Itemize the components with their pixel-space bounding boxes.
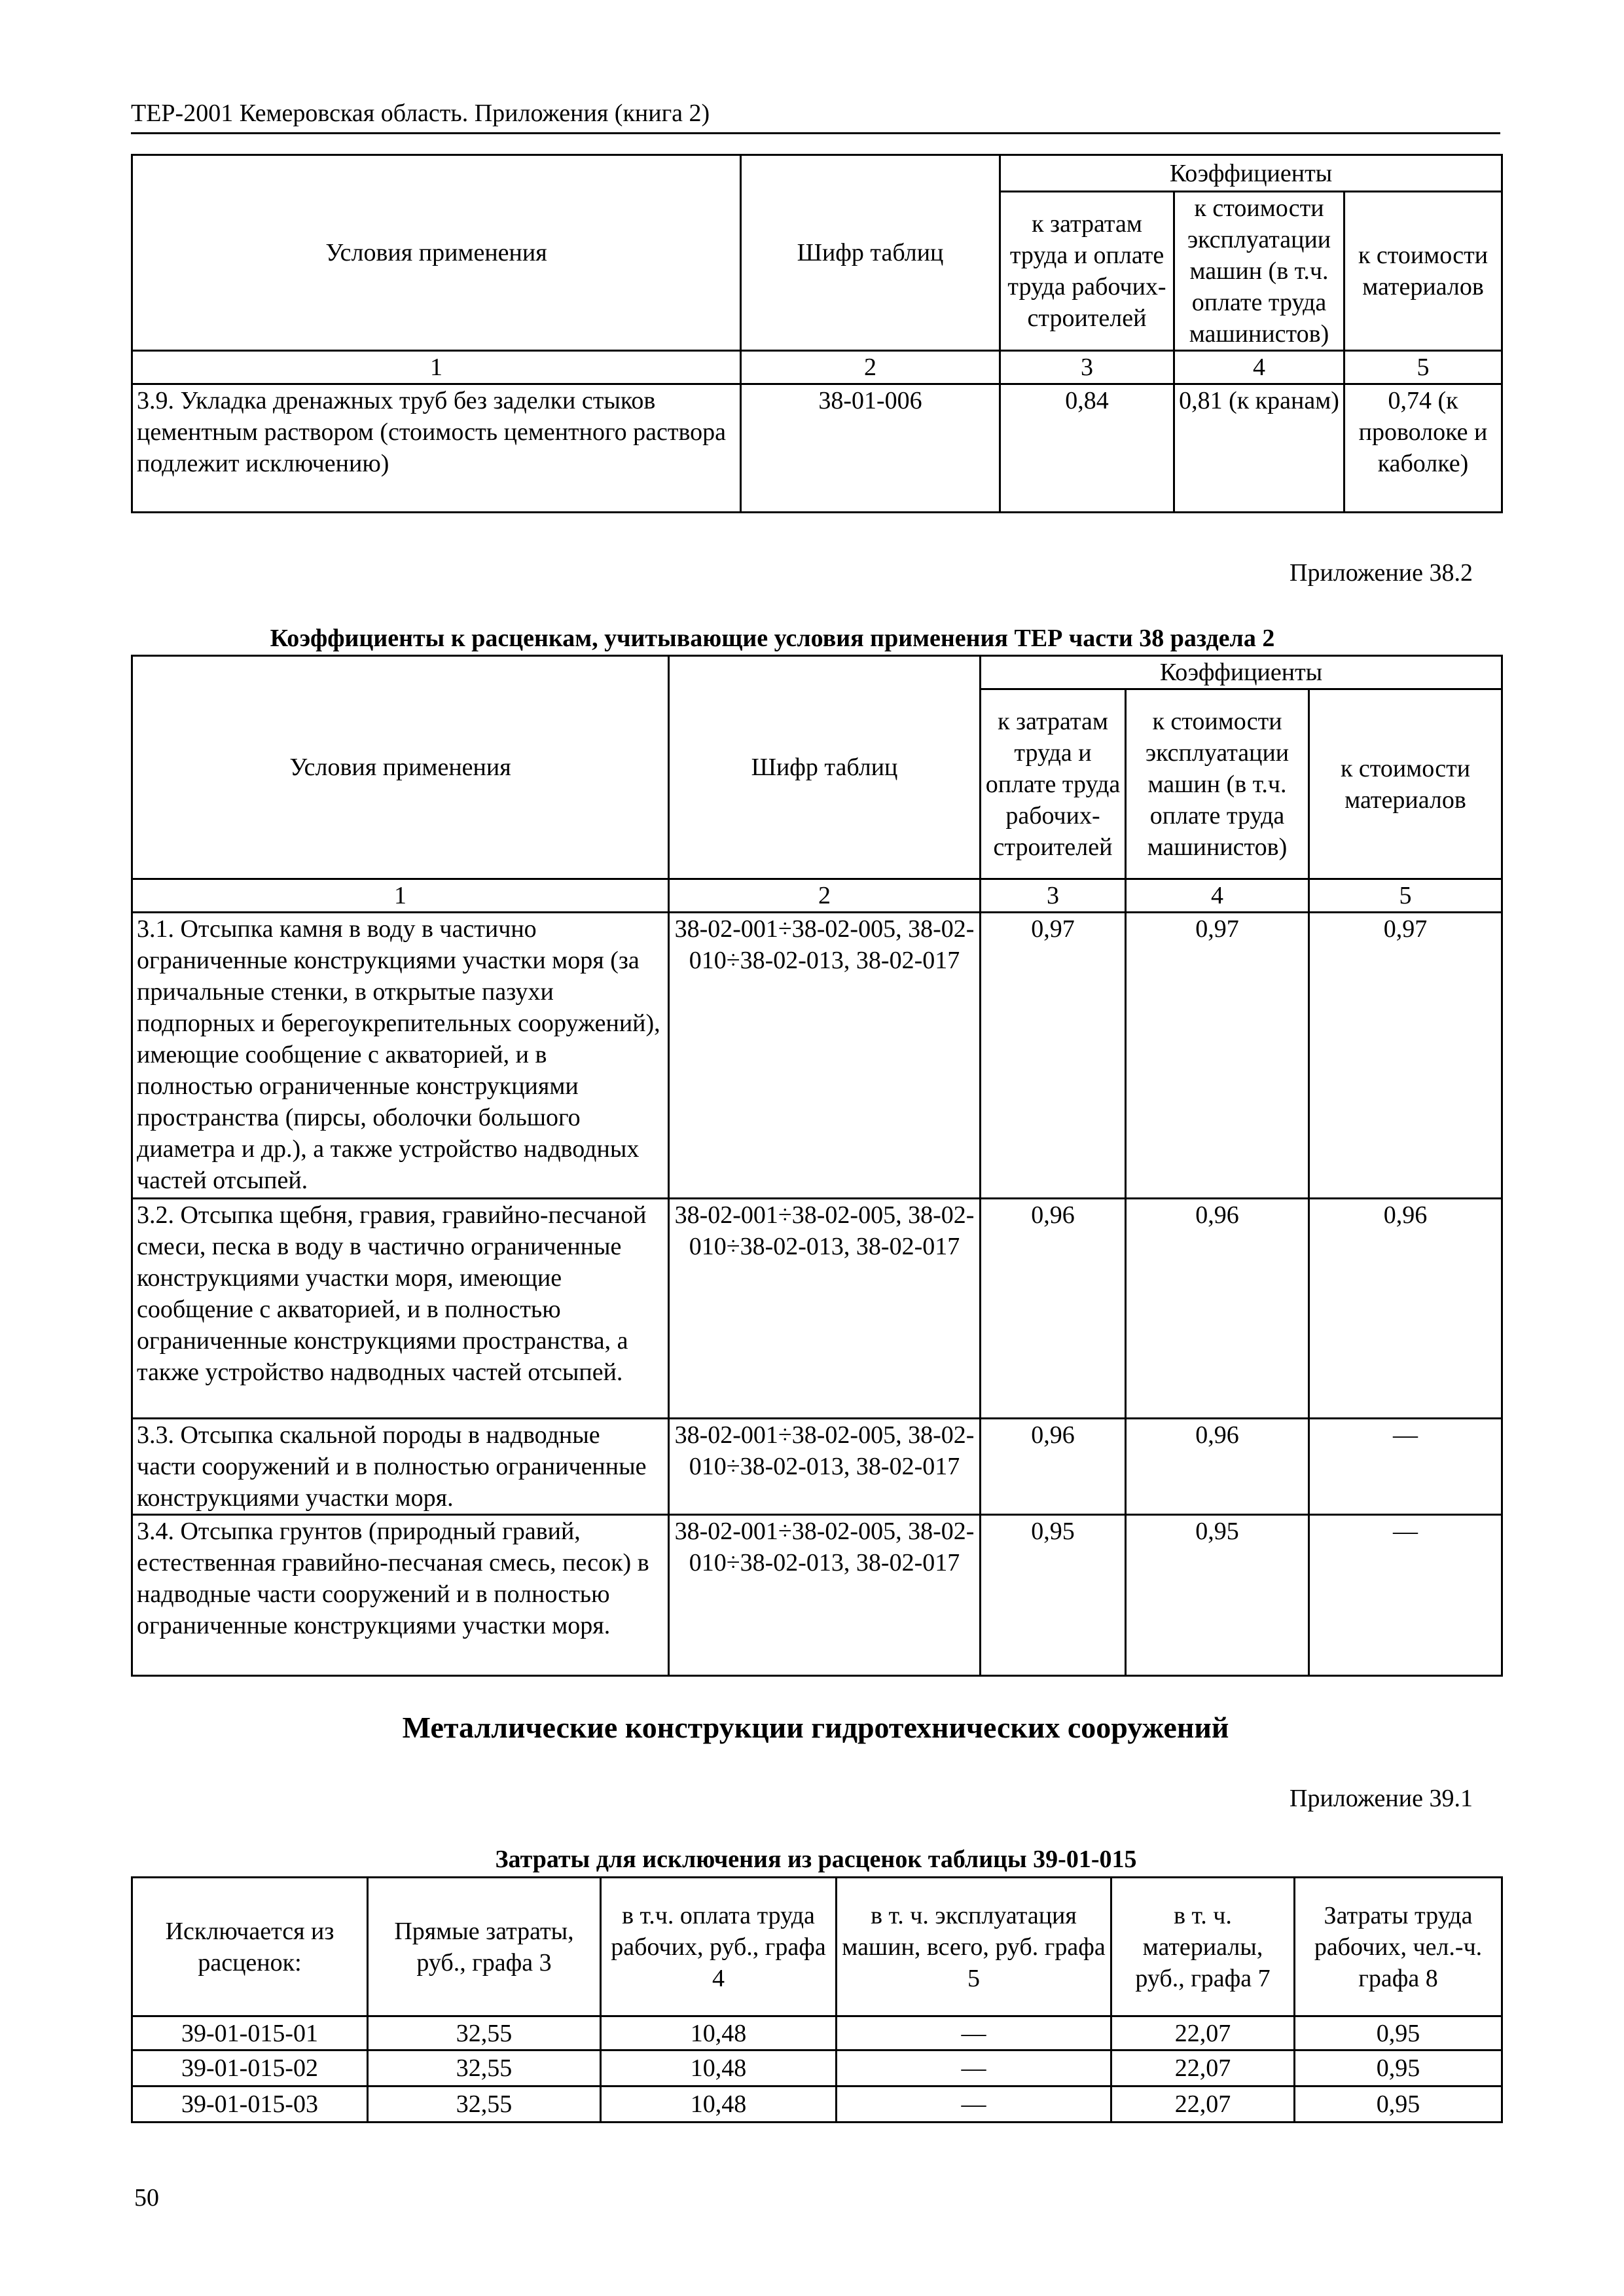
table-row: [132, 2016, 1502, 2050]
code-cell: 38-02-001÷38-02-005, 38-02-010÷38-02-013, 38-02-017: [669, 1199, 981, 1419]
col-number: 4: [1174, 351, 1344, 384]
col-excluded-header: Исключается из расценок:: [132, 1878, 368, 2016]
column-number-row: [132, 351, 1502, 384]
table-row: [132, 1515, 1502, 1676]
col-materials-header: к стоимости материалов: [1309, 689, 1502, 879]
col-labor-header: Затраты труда рабочих, чел.-ч. графа 8: [1295, 1878, 1502, 2016]
table-2: [131, 655, 1503, 1677]
materials-cell: 22,07: [1111, 2086, 1295, 2123]
col-number: 5: [1309, 879, 1502, 913]
page-number: 50: [134, 2184, 159, 2212]
table-2-title: Коэффициенты к расценкам, учитывающие условия применения ТЕР части 38 раздела 2: [270, 625, 1275, 652]
machines-cell: 0,81 (к кранам): [1174, 384, 1344, 513]
col-labor-header: к затратам труда и оплате труда рабочих-строителей: [1000, 192, 1174, 351]
code-cell: 39-01-015-01: [132, 2016, 368, 2050]
col-labor-header: к затратам труда и оплате труда рабочих-строителей: [981, 689, 1126, 879]
labor-cell: 0,95: [1295, 2086, 1502, 2123]
code-cell: 38-02-001÷38-02-005, 38-02-010÷38-02-013, 38-02-017: [669, 1515, 981, 1676]
section-title: Металлические конструкции гидротехнических сооружений: [402, 1711, 1229, 1744]
code-cell: 38-01-006: [741, 384, 1000, 513]
col-coeff-header: Коэффициенты: [981, 656, 1502, 689]
col-materials-header: к стоимости материалов: [1344, 192, 1502, 351]
code-cell: 39-01-015-02: [132, 2050, 368, 2086]
col-machines-header: к стоимости эксплуатации машин (в т.ч. оплате труда машинистов): [1174, 192, 1344, 351]
wages-cell: 10,48: [601, 2050, 837, 2086]
condition-cell: 3.3. Отсыпка скальной породы в надводные части сооружений и в полностью ограниченные конструкциями участки моря.: [132, 1419, 669, 1515]
table-row: [132, 2086, 1502, 2123]
labor-cell: 0,95: [981, 1515, 1126, 1676]
col-coeff-header: Коэффициенты: [1000, 155, 1502, 192]
condition-cell: 3.1. Отсыпка камня в воду в частично ограниченные конструкциями участки моря (за причальные стенки, в открытые пазухи подпорных и берегоукрепительных сооружений), имеющие сообщение с акваторией, и в полностью ограниченные конструкциями пространства (пирсы, оболочки большого диаметра и др.), а также устройство надводных частей отсыпей.: [132, 913, 669, 1199]
col-number: 3: [1000, 351, 1174, 384]
labor-cell: 0,95: [1295, 2016, 1502, 2050]
machines-cell: 0,95: [1126, 1515, 1309, 1676]
column-number-row: [132, 879, 1502, 913]
machines-cell: —: [837, 2016, 1111, 2050]
table-row: [132, 1419, 1502, 1515]
labor-cell: 0,84: [1000, 384, 1174, 513]
col-materials-header: в т. ч. материалы, руб., графа 7: [1111, 1878, 1295, 2016]
table-3: [131, 1876, 1503, 2123]
materials-cell: 0,74 (к проволоке и каболке): [1344, 384, 1502, 513]
labor-cell: 0,96: [981, 1199, 1126, 1419]
code-cell: 38-02-001÷38-02-005, 38-02-010÷38-02-013, 38-02-017: [669, 913, 981, 1199]
condition-cell: 3.4. Отсыпка грунтов (природный гравий, естественная гравийно-песчаная смесь, песок) в надводные части сооружений и в полностью ограниченные конструкциями участки моря.: [132, 1515, 669, 1676]
direct-costs-cell: 32,55: [368, 2050, 601, 2086]
code-cell: 39-01-015-03: [132, 2086, 368, 2123]
materials-cell: 22,07: [1111, 2050, 1295, 2086]
table-row: [132, 2050, 1502, 2086]
table-row: [132, 384, 1502, 513]
appendix-label: Приложение 38.2: [1290, 559, 1473, 587]
col-number: 1: [132, 351, 741, 384]
machines-cell: —: [837, 2050, 1111, 2086]
col-number: 5: [1344, 351, 1502, 384]
wages-cell: 10,48: [601, 2016, 837, 2050]
col-conditions-header: Условия применения: [132, 155, 741, 351]
col-code-header: Шифр таблиц: [669, 656, 981, 879]
table-3-title: Затраты для исключения из расценок таблицы 39-01-015: [495, 1846, 1137, 1873]
col-direct-costs-header: Прямые затраты, руб., графа 3: [368, 1878, 601, 2016]
table-1: [131, 154, 1503, 513]
machines-cell: 0,96: [1126, 1419, 1309, 1515]
col-number: 1: [132, 879, 669, 913]
labor-cell: 0,97: [981, 913, 1126, 1199]
labor-cell: 0,96: [981, 1419, 1126, 1515]
code-cell: 38-02-001÷38-02-005, 38-02-010÷38-02-013, 38-02-017: [669, 1419, 981, 1515]
appendix-label: Приложение 39.1: [1290, 1785, 1473, 1812]
materials-cell: —: [1309, 1515, 1502, 1676]
materials-cell: 0,96: [1309, 1199, 1502, 1419]
direct-costs-cell: 32,55: [368, 2016, 601, 2050]
materials-cell: 22,07: [1111, 2016, 1295, 2050]
col-conditions-header: Условия применения: [132, 656, 669, 879]
wages-cell: 10,48: [601, 2086, 837, 2123]
direct-costs-cell: 32,55: [368, 2086, 601, 2123]
col-number: 2: [669, 879, 981, 913]
col-code-header: Шифр таблиц: [741, 155, 1000, 351]
table-row: [132, 913, 1502, 1199]
col-number: 2: [741, 351, 1000, 384]
table-row: [132, 1199, 1502, 1419]
condition-cell: 3.9. Укладка дренажных труб без заделки стыков цементным раствором (стоимость цементного раствора подлежит исключению): [132, 384, 741, 513]
col-number: 4: [1126, 879, 1309, 913]
machines-cell: 0,97: [1126, 913, 1309, 1199]
condition-cell: 3.2. Отсыпка щебня, гравия, гравийно-песчаной смеси, песка в воду в частично ограниченные конструкциями участки моря, имеющие сообщение с акваторией, и в полностью ограниченные конструкциями пространства, а также устройство надводных частей отсыпей.: [132, 1199, 669, 1419]
page-header: ТЕР-2001 Кемеровская область. Приложения (книга 2): [131, 98, 1500, 134]
labor-cell: 0,95: [1295, 2050, 1502, 2086]
machines-cell: 0,96: [1126, 1199, 1309, 1419]
col-machines-header: в т. ч. эксплуатация машин, всего, руб. графа 5: [837, 1878, 1111, 2016]
col-wages-header: в т.ч. оплата труда рабочих, руб., графа 4: [601, 1878, 837, 2016]
col-machines-header: к стоимости эксплуатации машин (в т.ч. оплате труда машинистов): [1126, 689, 1309, 879]
col-number: 3: [981, 879, 1126, 913]
materials-cell: —: [1309, 1419, 1502, 1515]
materials-cell: 0,97: [1309, 913, 1502, 1199]
machines-cell: —: [837, 2086, 1111, 2123]
